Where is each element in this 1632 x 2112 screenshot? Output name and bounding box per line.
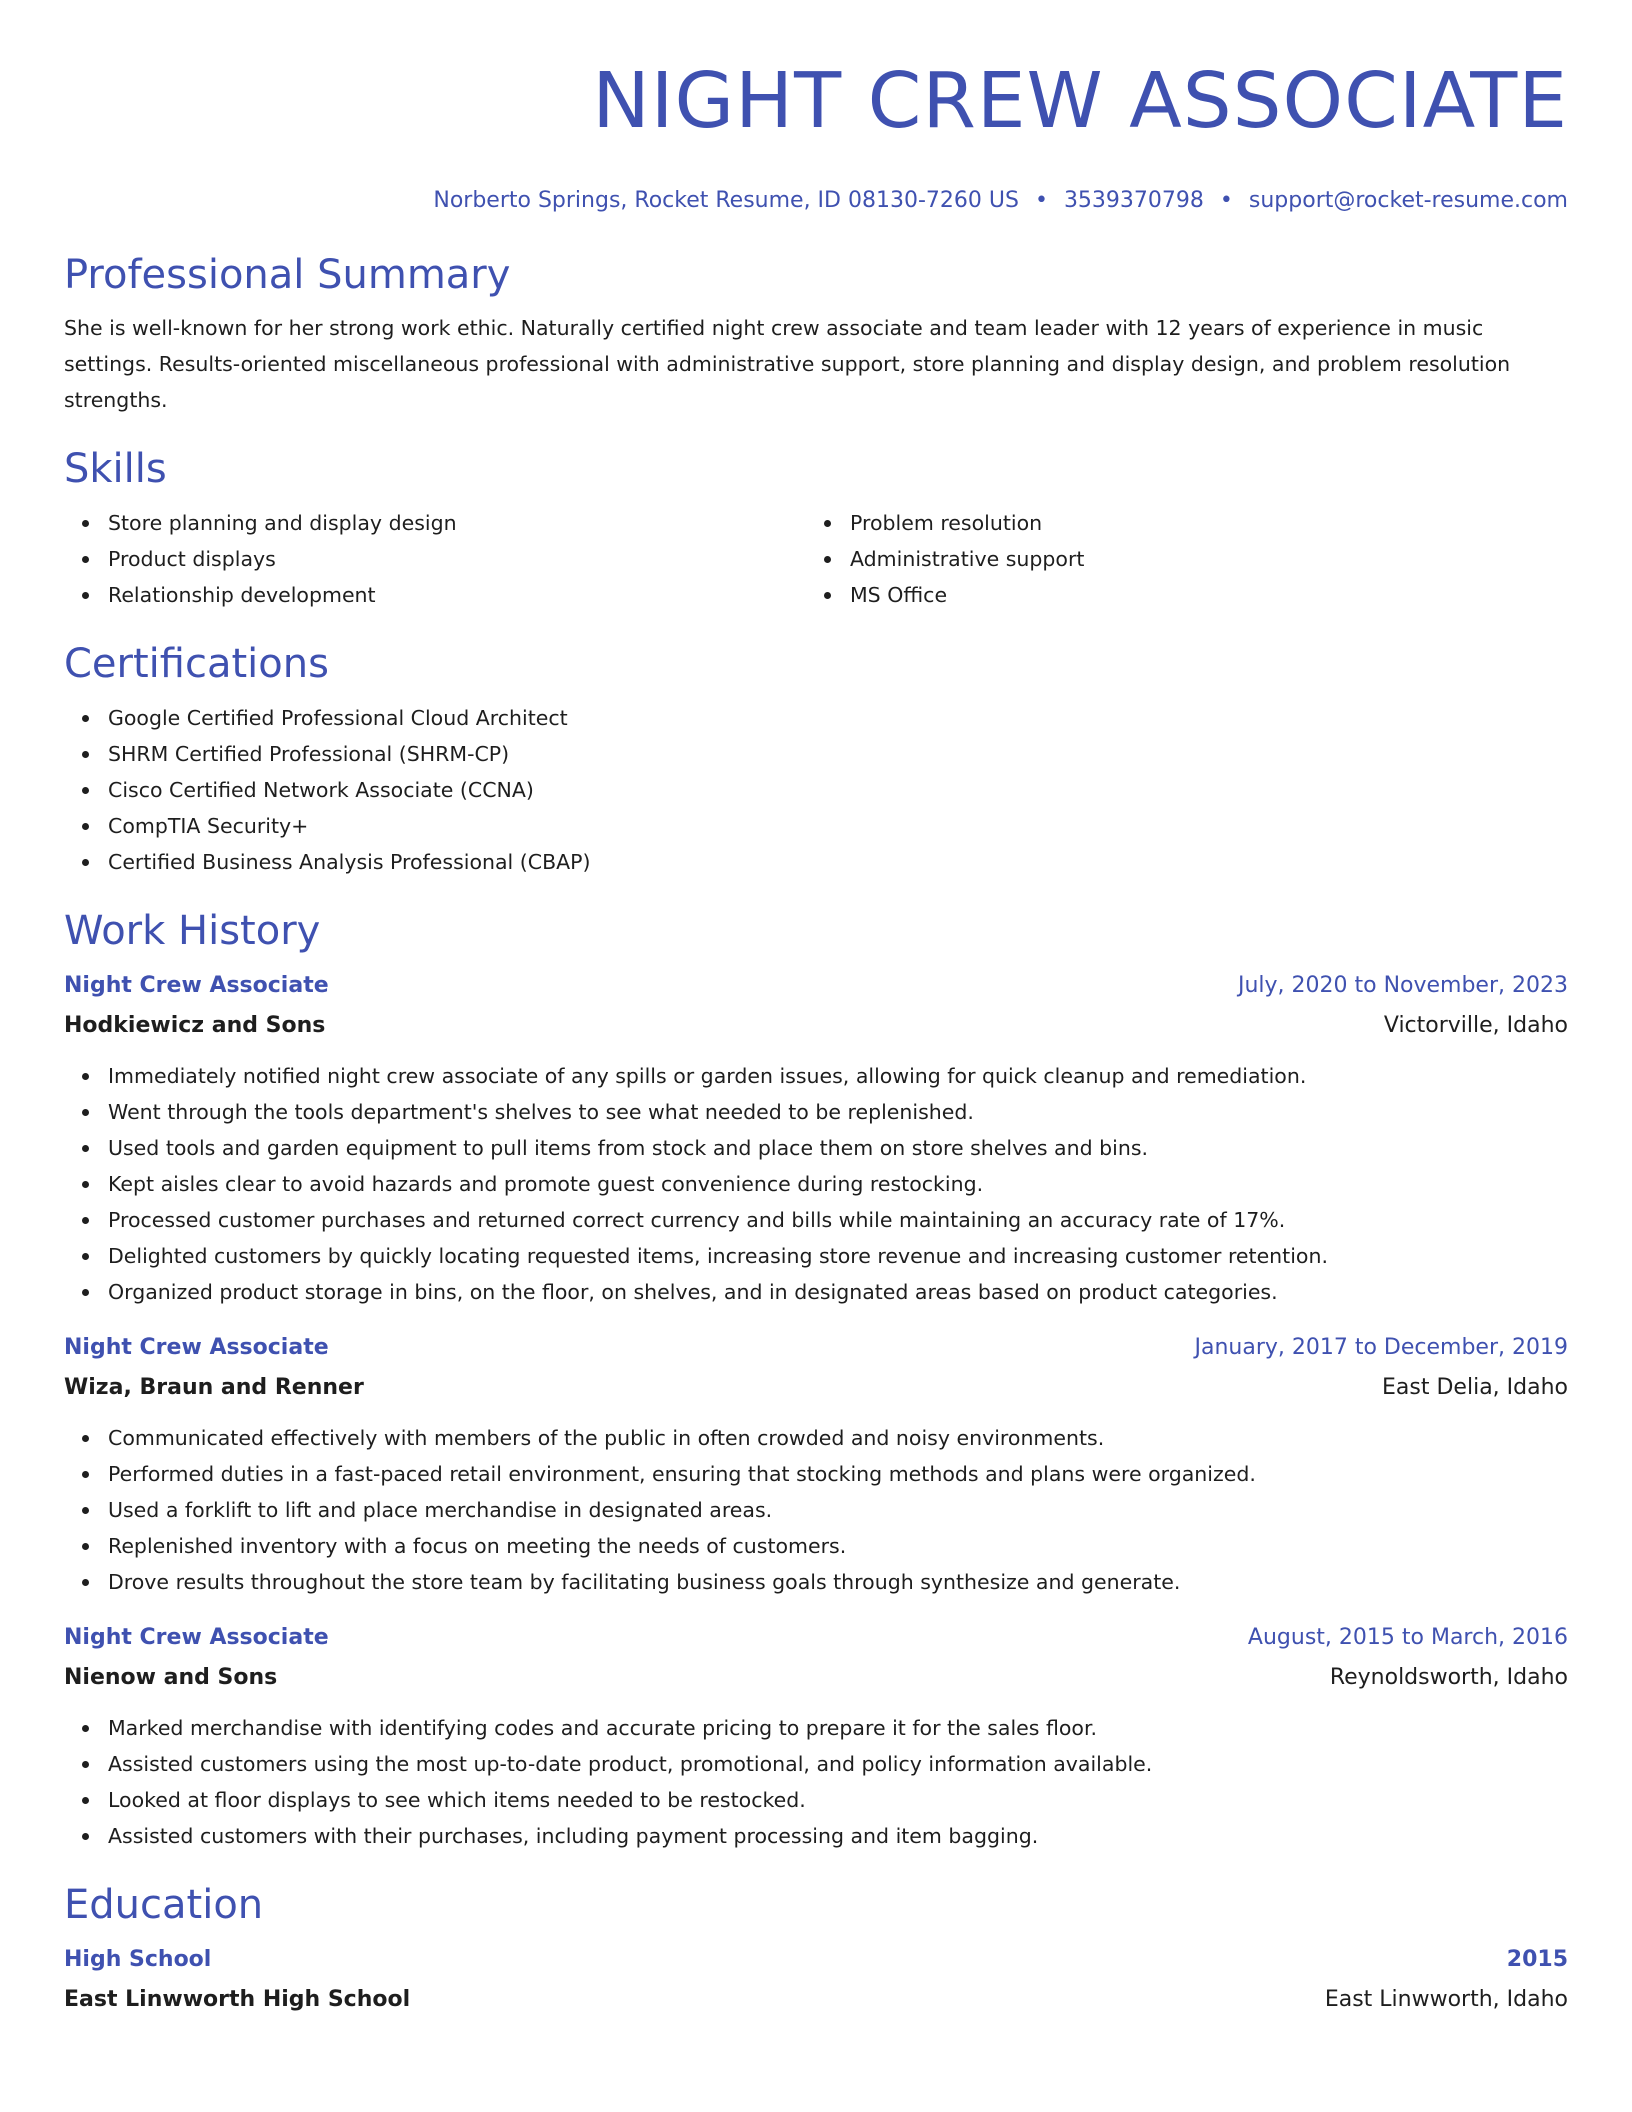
job-duties xyxy=(64,1710,1568,1854)
work-history-heading: Work History xyxy=(64,908,321,954)
job-entry xyxy=(64,1618,1568,1854)
education-school xyxy=(64,1980,1568,2020)
job-location: Reynoldsworth, Idaho xyxy=(1329,1665,1568,1690)
job-duty: Assisted customers with their purchases, including payment processing and item bagging. xyxy=(108,1818,1568,1854)
job-employer xyxy=(64,1368,1568,1408)
job-entry xyxy=(64,1328,1568,1600)
job-dates: July, 2020 to November, 2023 xyxy=(1237,973,1568,998)
contact-line xyxy=(64,186,1568,216)
company-name: Hodkiewicz and Sons xyxy=(64,1013,326,1038)
job-duty: Delighted customers by quickly locating requested items, increasing store revenue and increasing customer retention. xyxy=(108,1238,1568,1274)
job-header xyxy=(64,1328,1568,1368)
job-duty: Used tools and garden equipment to pull items from stock and place them on store shelves and bins. xyxy=(108,1130,1568,1166)
job-employer xyxy=(64,1658,1568,1698)
contact-email: support@rocket-resume.com xyxy=(1248,188,1568,213)
summary-heading: Professional Summary xyxy=(64,252,511,298)
skills-list xyxy=(64,505,1568,613)
job-dates: August, 2015 to March, 2016 xyxy=(1247,1625,1568,1650)
company-name: Nienow and Sons xyxy=(64,1665,278,1690)
job-header xyxy=(64,1618,1568,1658)
skills-heading: Skills xyxy=(64,446,167,492)
contact-phone: 3539370798 xyxy=(1063,188,1204,213)
skill-item: Store planning and display design xyxy=(108,505,806,541)
summary-text: She is well-known for her strong work ethic. Naturally certified night crew associate and team leader with 12 years of experience in music settings. Results-oriented miscellaneous professional with administrative support, store planning and display design, and problem resolution strengths. xyxy=(64,316,1511,412)
skill-item: Relationship development xyxy=(108,577,806,613)
skill-item: MS Office xyxy=(850,577,1548,613)
school-location: East Linwworth, Idaho xyxy=(1324,1987,1568,2012)
certification-item: Certified Business Analysis Professional (CBAP) xyxy=(108,844,1568,880)
job-duties xyxy=(64,1058,1568,1310)
contact-separator: • xyxy=(1219,188,1233,213)
job-entry xyxy=(64,966,1568,1310)
degree: High School xyxy=(64,1947,212,1972)
job-duty: Drove results throughout the store team by facilitating business goals through synthesize and generate. xyxy=(108,1564,1568,1600)
job-header xyxy=(64,966,1568,1006)
education-heading: Education xyxy=(64,1882,264,1928)
job-duty: Communicated effectively with members of the public in often crowded and noisy environments. xyxy=(108,1420,1568,1456)
graduation-year: 2015 xyxy=(1506,1947,1568,1972)
job-duties xyxy=(64,1420,1568,1600)
contact-separator: • xyxy=(1034,188,1048,213)
resume-title: NIGHT CREW ASSOCIATE xyxy=(592,57,1568,146)
job-duty: Went through the tools department's shelves to see what needed to be replenished. xyxy=(108,1094,1568,1130)
job-dates: January, 2017 to December, 2019 xyxy=(1194,1335,1568,1360)
job-duty: Kept aisles clear to avoid hazards and promote guest convenience during restocking. xyxy=(108,1166,1568,1202)
education-entry xyxy=(64,1940,1568,2020)
job-title: Night Crew Associate xyxy=(64,1335,329,1360)
skill-item: Administrative support xyxy=(850,541,1548,577)
school-name: East Linwworth High School xyxy=(64,1987,411,2012)
job-duty: Assisted customers using the most up-to-date product, promotional, and policy information available. xyxy=(108,1746,1568,1782)
job-title: Night Crew Associate xyxy=(64,1625,329,1650)
skill-item: Problem resolution xyxy=(850,505,1548,541)
resume-page xyxy=(64,0,1568,2020)
company-name: Wiza, Braun and Renner xyxy=(64,1375,364,1400)
certification-item: Cisco Certified Network Associate (CCNA) xyxy=(108,772,1568,808)
job-duty: Used a forklift to lift and place merchandise in designated areas. xyxy=(108,1492,1568,1528)
job-duty: Processed customer purchases and returned correct currency and bills while maintaining an accuracy rate of 17%. xyxy=(108,1202,1568,1238)
job-duty: Organized product storage in bins, on the floor, on shelves, and in designated areas based on product categories. xyxy=(108,1274,1568,1310)
job-location: Victorville, Idaho xyxy=(1383,1013,1568,1038)
skills-column-left xyxy=(64,505,806,613)
job-duty: Immediately notified night crew associate of any spills or garden issues, allowing for quick cleanup and remediation. xyxy=(108,1058,1568,1094)
certification-item: Google Certified Professional Cloud Architect xyxy=(108,700,1568,736)
certification-item: CompTIA Security+ xyxy=(108,808,1568,844)
certifications-heading: Certifications xyxy=(64,641,329,687)
job-employer xyxy=(64,1006,1568,1046)
job-title: Night Crew Associate xyxy=(64,973,329,998)
job-location: East Delia, Idaho xyxy=(1382,1375,1568,1400)
skill-item: Product displays xyxy=(108,541,806,577)
job-duty: Replenished inventory with a focus on meeting the needs of customers. xyxy=(108,1528,1568,1564)
education-header xyxy=(64,1940,1568,1980)
job-duty: Looked at floor displays to see which items needed to be restocked. xyxy=(108,1782,1568,1818)
certifications-list xyxy=(64,700,1568,880)
job-duty: Marked merchandise with identifying codes and accurate pricing to prepare it for the sales floor. xyxy=(108,1710,1568,1746)
skills-column-right xyxy=(806,505,1548,613)
job-duty: Performed duties in a fast-paced retail environment, ensuring that stocking methods and plans were organized. xyxy=(108,1456,1568,1492)
certification-item: SHRM Certified Professional (SHRM-CP) xyxy=(108,736,1568,772)
contact-address: Norberto Springs, Rocket Resume, ID 08130-7260 US xyxy=(433,188,1019,213)
